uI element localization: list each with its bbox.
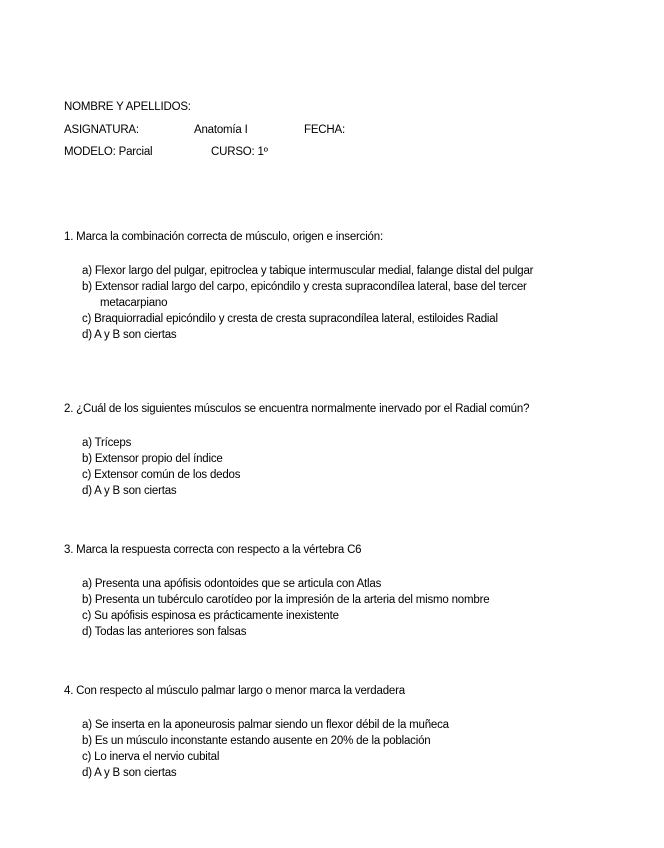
option-d: d) A y B son ciertas <box>82 767 177 779</box>
option-c: c) Braquiorradial epicóndilo y cresta de cresta supracondílea lateral, estiloides Radial <box>82 313 498 325</box>
subject-label: ASIGNATURA: <box>64 123 139 136</box>
option-d: d) A y B son ciertas <box>82 329 177 341</box>
subject-value: Anatomía I <box>194 123 248 136</box>
subject-row <box>64 119 345 142</box>
option-b: b) Presenta un tubérculo carotídeo por la impresión de la arteria del mismo nombre <box>82 594 490 606</box>
option-b: b) Extensor propio del índice <box>82 453 223 465</box>
name-row <box>64 96 191 119</box>
option-a: a) Se inserta en la aponeurosis palmar siendo un flexor débil de la muñeca <box>82 719 449 731</box>
name-label: NOMBRE Y APELLIDOS: <box>64 101 191 113</box>
question-1 <box>64 229 592 343</box>
question-title: 2. ¿Cuál de los siguientes músculos se encuentra normalmente inervado por el Radial común? <box>64 403 530 415</box>
question-4 <box>64 683 592 781</box>
option-d: d) Todas las anteriores son falsas <box>82 626 247 638</box>
options-list <box>64 576 592 640</box>
option-c: c) Su apófisis espinosa es prácticamente inexistente <box>82 610 339 622</box>
option-a: a) Tríceps <box>82 437 132 449</box>
option-b: b) Extensor radial largo del carpo, epicóndilo y cresta supracondílea lateral, base del tercer metacarpiano <box>82 281 527 309</box>
option-a: a) Presenta una apófisis odontoides que se articula con Atlas <box>82 578 382 590</box>
options-list <box>64 717 592 781</box>
course-label: CURSO: 1º <box>211 146 268 158</box>
options-list <box>64 435 592 499</box>
question-title: 4. Con respecto al músculo palmar largo o menor marca la verdadera <box>64 685 405 697</box>
option-b: b) Es un músculo inconstante estando ausente en 20% de la población <box>82 735 431 747</box>
option-c: c) Lo inerva el nervio cubital <box>82 751 220 763</box>
question-2 <box>64 401 592 499</box>
question-title: 3. Marca la respuesta correcta con respecto a la vértebra C6 <box>64 544 362 556</box>
date-label: FECHA: <box>304 123 345 136</box>
model-label: MODELO: Parcial <box>64 146 153 158</box>
option-a: a) Flexor largo del pulgar, epitroclea y tabique intermuscular medial, falange distal del pulgar <box>82 265 534 277</box>
option-c: c) Extensor común de los dedos <box>82 469 241 481</box>
question-title: 1. Marca la combinación correcta de músculo, origen e inserción: <box>64 231 383 243</box>
exam-header <box>64 96 345 164</box>
option-d: d) A y B son ciertas <box>82 485 177 497</box>
question-3 <box>64 542 592 640</box>
model-row <box>64 141 268 164</box>
options-list <box>64 263 592 343</box>
